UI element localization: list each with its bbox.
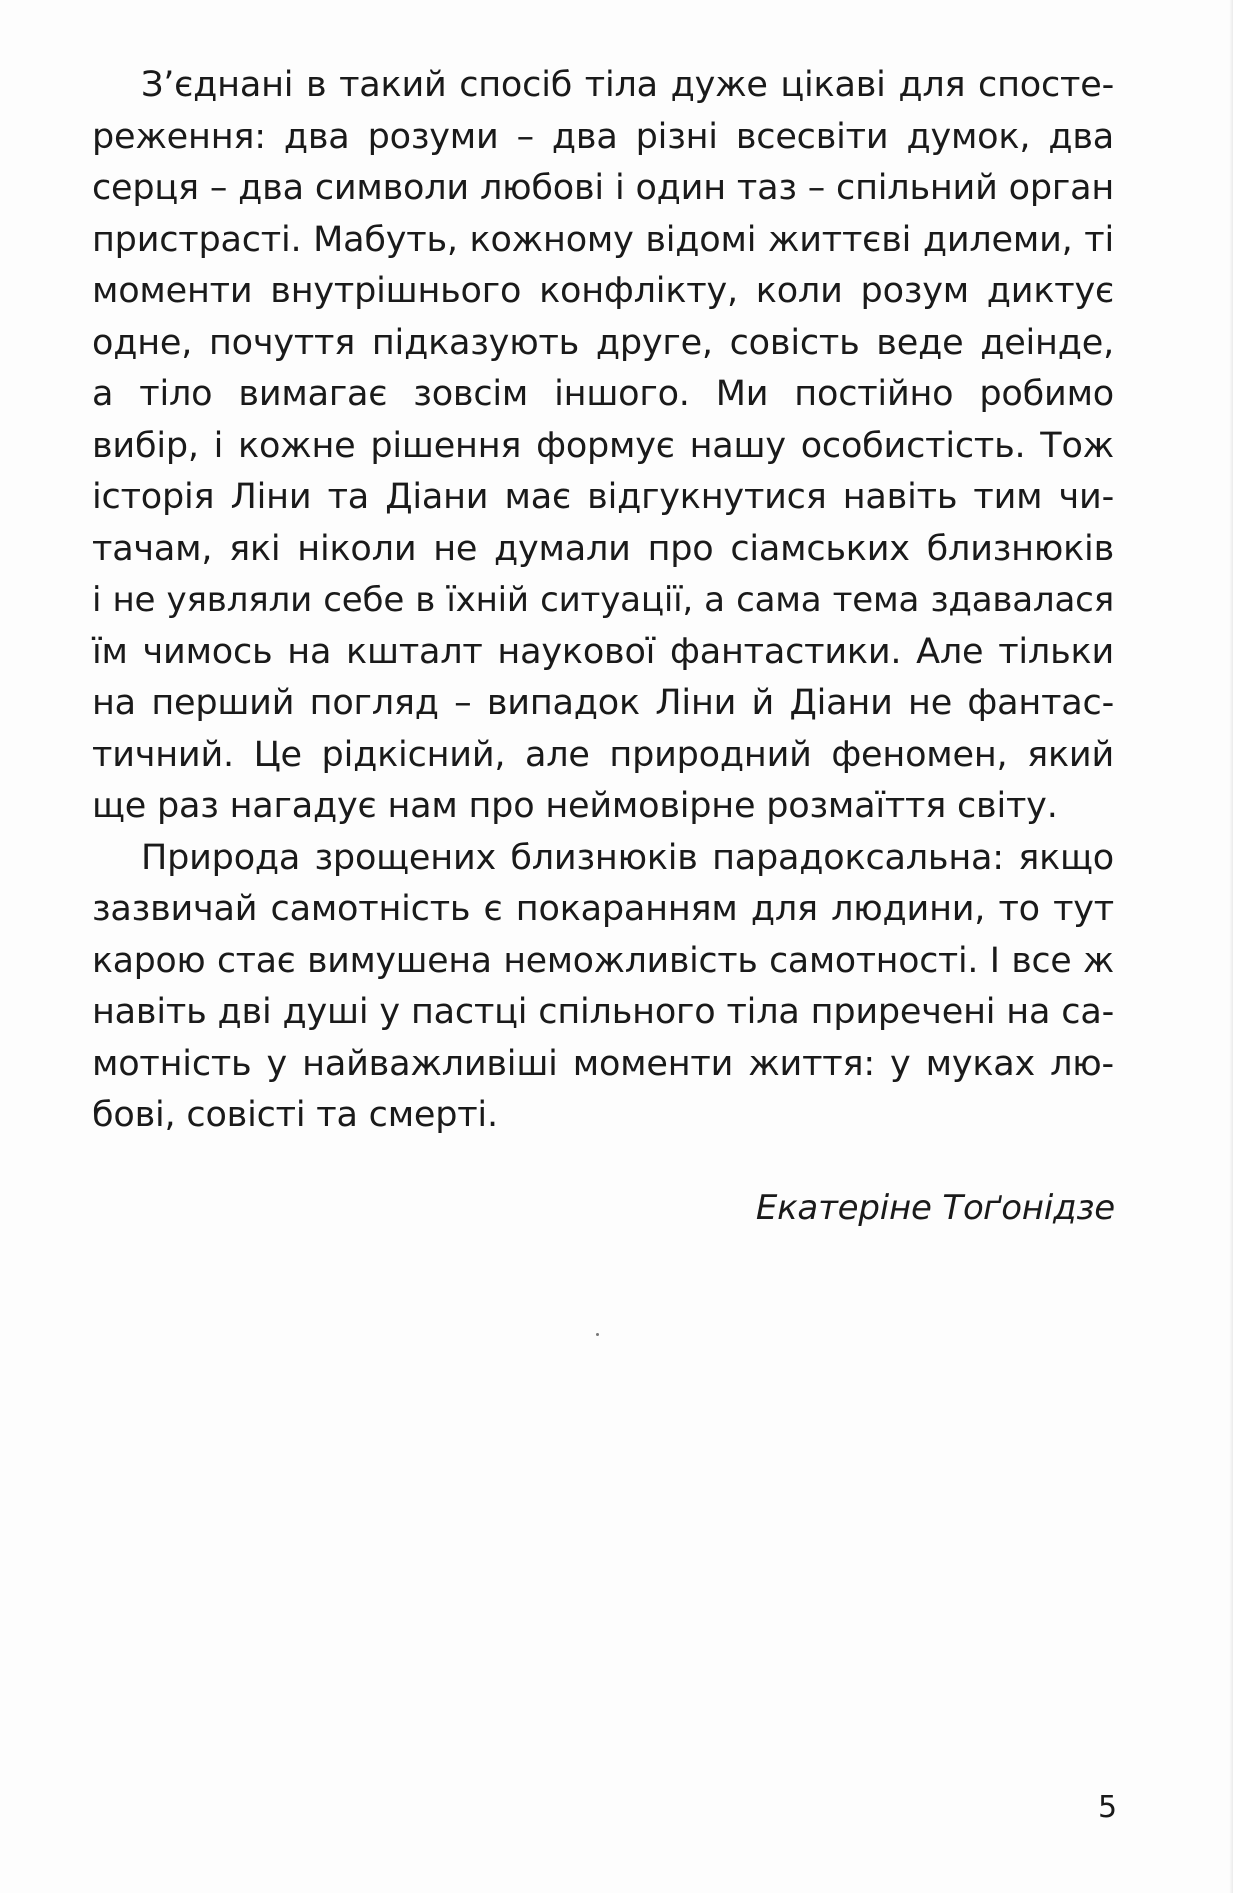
page-edge-shadow — [1229, 0, 1233, 1893]
text-line: З’єднані в такий спосіб тіла дуже цікаві для спосте- — [141, 65, 1114, 105]
text-line: ще раз нагадує нам про неймовірне розмаїття світу. — [92, 786, 1058, 826]
print-speck — [596, 1333, 599, 1336]
text-line: тачам, які ніколи не думали про сіамських близнюків — [92, 528, 1114, 569]
text-line: моменти внутрішнього конфлікту, коли розум диктує — [92, 271, 1114, 311]
main-text — [92, 60, 1114, 1142]
paragraph-2 — [92, 833, 1114, 1142]
text-line: на перший погляд – випадок Ліни й Діани не фантас- — [92, 683, 1114, 723]
text-line: карою стає вимушена неможливість самотності. І все ж — [92, 940, 1114, 981]
page-number: 5 — [1098, 1790, 1118, 1825]
text-line: їм чимось на кшталт наукової фантастики. Але тільки — [92, 631, 1114, 672]
text-line: і не уявляли себе в їхній ситуації, а сама тема здавалася — [92, 580, 1114, 620]
text-line: тичний. Це рідкісний, але природний феномен, який — [92, 734, 1114, 775]
text-line: зазвичай самотність є покаранням для людини, то тут — [92, 889, 1114, 929]
text-line: Природа зрощених близнюків парадоксальна: якщо — [141, 837, 1114, 878]
text-line: вибір, і кожне рішення формує нашу особистість. Тож — [92, 425, 1114, 466]
paragraph-1 — [92, 60, 1114, 833]
author-signature: Екатеріне Тоґонідзе — [755, 1188, 1115, 1228]
text-line: бові, совісті та смерті. — [92, 1095, 498, 1135]
text-line: а тіло вимагає зовсім іншого. Ми постійно робимо — [92, 374, 1114, 414]
text-line: одне, почуття підказують друге, совість веде деінде, — [92, 322, 1114, 363]
text-line: історія Ліни та Діани має відгукнутися навіть тим чи- — [92, 477, 1114, 517]
text-line: мотність у найважливіші моменти життя: у муках лю- — [92, 1043, 1114, 1084]
text-line: реження: два розуми – два різні всесвіти думок, два — [92, 116, 1114, 157]
text-line: пристрасті. Мабуть, кожному відомі життєві дилеми, ті — [92, 219, 1114, 260]
text-line: серця – два символи любові і один таз – спільний орган — [92, 168, 1114, 208]
text-line: навіть дві душі у пастці спільного тіла приречені на са- — [92, 992, 1114, 1032]
